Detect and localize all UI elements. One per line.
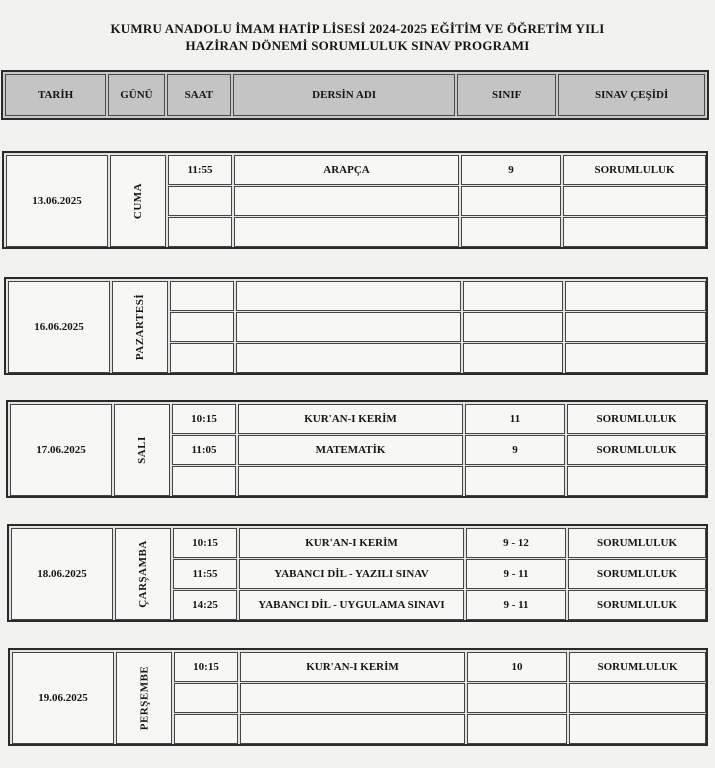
exam-time: 10:15 <box>172 404 236 434</box>
exam-type <box>563 217 706 247</box>
table-header <box>1 70 709 120</box>
exam-type <box>565 312 706 342</box>
day-block <box>2 151 708 249</box>
day-name-text: CUMA <box>132 182 144 220</box>
document-title: KUMRU ANADOLU İMAM HATİP LİSESİ 2024-2025 EĞİTİM VE ÖĞRETİM YILI <box>110 21 605 36</box>
course-name <box>236 343 461 373</box>
exam-time: 11:55 <box>168 155 232 185</box>
course-name: KUR'AN-I KERİM <box>238 404 463 434</box>
day-name-text: PAZARTESİ <box>134 293 147 361</box>
exam-day <box>114 404 170 496</box>
exam-time <box>168 186 232 216</box>
exam-date: 19.06.2025 <box>12 652 114 744</box>
exam-time <box>168 217 232 247</box>
document-subtitle: HAZİRAN DÖNEMİ SORUMLULUK SINAV PROGRAMI <box>185 38 530 53</box>
day-name-text: PERŞEMBE <box>138 665 151 731</box>
exam-type <box>569 683 706 713</box>
course-name <box>234 186 459 216</box>
class-level <box>461 186 561 216</box>
class-level <box>463 343 563 373</box>
exam-date: 17.06.2025 <box>10 404 112 496</box>
class-level <box>467 714 567 744</box>
class-level: 9 - 11 <box>466 590 566 620</box>
exam-type: SORUMLULUK <box>567 435 706 465</box>
course-name <box>236 312 461 342</box>
exam-date: 18.06.2025 <box>11 528 113 620</box>
exam-type: SORUMLULUK <box>563 155 706 185</box>
course-name: YABANCI DİL - UYGULAMA SINAVI <box>239 590 464 620</box>
day-block <box>4 277 708 375</box>
class-level <box>465 466 565 496</box>
exam-date: 13.06.2025 <box>6 155 108 247</box>
header-cesit: SINAV ÇEŞİDİ <box>558 74 705 116</box>
class-level <box>467 683 567 713</box>
exam-type: SORUMLULUK <box>568 559 706 589</box>
exam-day <box>112 281 168 373</box>
exam-day <box>116 652 172 744</box>
course-name <box>238 466 463 496</box>
course-name: ARAPÇA <box>234 155 459 185</box>
exam-time: 11:05 <box>172 435 236 465</box>
exam-time: 14:25 <box>173 590 237 620</box>
exam-type: SORUMLULUK <box>568 528 706 558</box>
exam-time <box>174 683 238 713</box>
day-name-text: SALI <box>136 436 148 464</box>
course-name <box>236 281 461 311</box>
class-level: 9 - 11 <box>466 559 566 589</box>
class-level: 9 <box>465 435 565 465</box>
exam-type <box>565 281 706 311</box>
header-ders: DERSİN ADI <box>233 74 455 116</box>
exam-day <box>110 155 166 247</box>
class-level: 9 <box>461 155 561 185</box>
exam-type <box>569 714 706 744</box>
class-level <box>463 312 563 342</box>
exam-type: SORUMLULUK <box>569 652 706 682</box>
exam-time: 11:55 <box>173 559 237 589</box>
day-block <box>8 648 708 746</box>
exam-time <box>172 466 236 496</box>
class-level <box>463 281 563 311</box>
class-level: 10 <box>467 652 567 682</box>
exam-type <box>567 466 706 496</box>
exam-time <box>170 281 234 311</box>
day-block <box>7 524 708 622</box>
course-name: KUR'AN-I KERİM <box>240 652 465 682</box>
exam-time <box>170 343 234 373</box>
class-level: 9 - 12 <box>466 528 566 558</box>
course-name <box>240 714 465 744</box>
day-name-text: ÇARŞAMBA <box>137 540 149 608</box>
course-name: YABANCI DİL - YAZILI SINAV <box>239 559 464 589</box>
class-level: 11 <box>465 404 565 434</box>
exam-type: SORUMLULUK <box>568 590 706 620</box>
exam-day <box>115 528 171 620</box>
course-name <box>240 683 465 713</box>
exam-time <box>174 714 238 744</box>
day-block <box>6 400 708 498</box>
exam-time: 10:15 <box>173 528 237 558</box>
header-tarih: TARİH <box>5 74 106 116</box>
exam-time <box>170 312 234 342</box>
exam-type: SORUMLULUK <box>567 404 706 434</box>
header-saat: SAAT <box>167 74 231 116</box>
header-gunu: GÜNÜ <box>108 74 165 116</box>
course-name: MATEMATİK <box>238 435 463 465</box>
course-name: KUR'AN-I KERİM <box>239 528 464 558</box>
exam-date: 16.06.2025 <box>8 281 110 373</box>
exam-time: 10:15 <box>174 652 238 682</box>
header-sinif: SINIF <box>457 74 556 116</box>
course-name <box>234 217 459 247</box>
exam-type <box>563 186 706 216</box>
exam-type <box>565 343 706 373</box>
class-level <box>461 217 561 247</box>
